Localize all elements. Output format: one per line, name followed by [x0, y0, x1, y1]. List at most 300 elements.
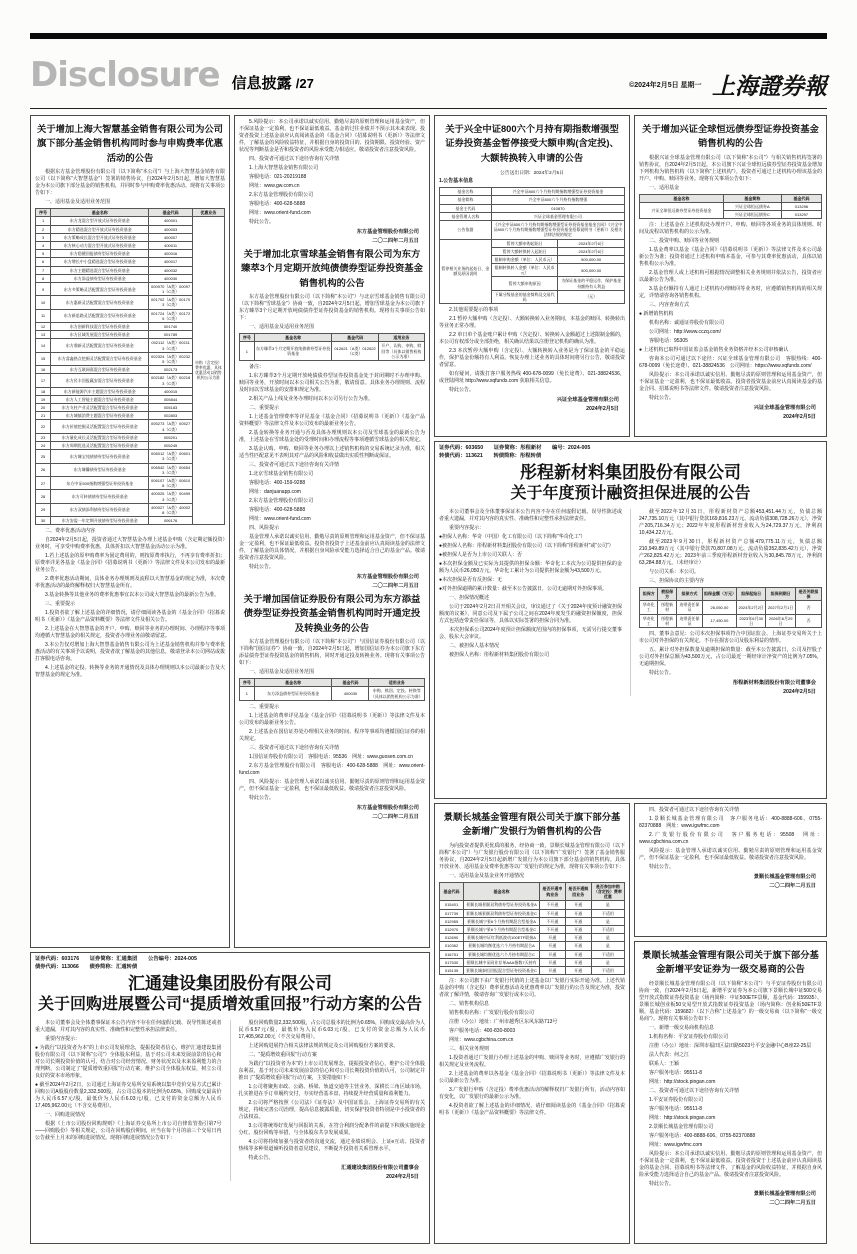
table-cell: 19 [36, 395, 51, 403]
paragraph: 四、董事会意见：公司本次担保事项符合中国证监会、上海证券交易所关于上市公司对外担保的有关规定，不存在损害公司及股东利益的情形。 [639, 630, 822, 644]
table-cell: 005201 [149, 433, 192, 441]
table-cell: 东方核心动力混合型开放式证券投资基金 [51, 241, 149, 249]
table-cell: 400015 [149, 387, 192, 395]
signature-company: 东方基金管理股份有限公司 [356, 573, 419, 580]
table-header-cell: 基金名称 [51, 209, 149, 217]
paragraph: 截至2023年9月30日，彤程新材资产总额479,775.11万元，负债总额210,949.89万元（其中银行贷款70,807.08万元、流动负债352,835.42万元），净资产262,825.42万元；2023年前三季度彤程新材营业收入为30,845.78万元，净利润63,284.88万元。（未经审计） [639, 538, 822, 566]
paragraph: 3.基金转换等其他业务的费率优惠事宜以本公司或大智慧基金的最新公告为准。 [45, 592, 220, 599]
paragraph: 一、担保情况概述 [449, 594, 490, 601]
paragraph: ●本次担保金额及已实际为其提供的担保余额：华奇化工本次为公司提供担保的金额为人民币26,050万元，华奇化工累计为公司提供担保金额为43,500万元。 [439, 560, 622, 574]
table-cell: 是 [591, 958, 624, 966]
security-code-line-1: 证券代码：603650 证券简称：彤程新材 编号：2024-005 [439, 445, 591, 451]
paragraph: 与公司关系：本公司。 [649, 568, 700, 575]
table-cell: 28 [36, 490, 51, 503]
table-header-cell: 适用业务 [369, 679, 425, 687]
paragraph: 网址：www.orient-fund.com [249, 210, 311, 216]
table-cell: 东方区域发展混合型证券投资基金 [51, 331, 149, 339]
table-cell: 15 [36, 352, 51, 365]
table-cell: 8 [36, 274, 51, 282]
table-header-cell: 担保起始日 [736, 587, 766, 600]
article-headline: 关于增加北京雪球基金销售有限公司为东方臻萃3个月定期开放纯债债券型证券投资基金销售机构的公告 [241, 249, 423, 288]
paragraph: 2.基金转换等业务开通与否及具体办理规则以本公司及雪球基金的最新公告为准，上述基金在雪球基金处的受理时间和办理流程等事项遵循雪球基金的相关规定。 [239, 429, 425, 443]
paragraph: 基金管理人承诺以诚实信用、勤勉尽责的原则管理和运用基金资产，但不保证基金一定盈利，也不保证最低收益。投资者投资于上述基金前应认真阅读基金的法律文件，了解基金的具体情况，并根据自身风险承受能力选择适合自己的基金产品。敬请投资者注意投资风险。 [239, 533, 425, 561]
article-body [439, 978, 625, 1117]
table-cell: 400011 [149, 241, 192, 249]
table-cell: 22 [36, 420, 51, 433]
table-cell: 开通 [565, 909, 591, 917]
table-row [240, 334, 425, 342]
article-intro [239, 639, 425, 676]
paragraph: 特此公告。 [649, 669, 675, 676]
table-cell: 400001 [149, 217, 192, 225]
table-cell: 兴全中证800六个月持有指数增强 [491, 196, 624, 204]
signature-company: 兴证全球基金管理有限公司 [753, 405, 816, 412]
table-cell: 400030 [332, 687, 369, 700]
signature-company: 汇通建设集团股份有限公司董事会 [341, 1164, 419, 1171]
paragraph: 注：上述基金在上述机构处办理开户、申购、赎回等各项业务的具体规则、时间及流程以销售机构的公示为准。 [639, 222, 822, 236]
paragraph: 三、担保协议的主要内容 [649, 577, 705, 584]
announcement-date: 公告送出日期：2024年2月5日 [500, 171, 564, 177]
paragraph: ● 为践行“以投资者为本”的上市公司发展理念，提振投资者信心，维护汇通建设集团股份有限公司（以下简称“公司”）全体股东利益，基于对公司未来发展前景的信心和对公司长期投资价值的认可，结合对公司经营情况、财务状况以及未来盈利能力的合理判断，公司制定了“提质增效重回报”行动方案，维护公司全体股东权益，树立公司良好的资本市场形象。 [35, 1044, 222, 1079]
article-body [439, 307, 625, 394]
paragraph: ●被担保人名称：彤程新材料集团股份有限公司（以下简称“彤程新材”或“公司”） [439, 542, 614, 549]
table-cell: 11 [36, 309, 51, 322]
paragraph: 3.广发银行申购（含定投）费率优惠活动的解释权归广发银行所有，活动内容如有变化，以广发银行的最新公示为准。 [439, 1087, 625, 1101]
table-cell: 景顺长城宁景6个月持有期混合型基金A [464, 917, 540, 925]
section-heading: 1.公告基本信息 [439, 178, 474, 185]
table-cell: 东方新思路灵活配置混合型证券投资基金 [51, 309, 149, 322]
table-header-cell: 基金代码 [332, 679, 369, 687]
paragraph: 网址：www.gw.com.cn [249, 183, 300, 189]
table-header-cell: 基金代码 [149, 209, 192, 217]
table-cell: 2 [36, 225, 51, 233]
paragraph: 二、投资者可通过以下途径咨询有关详情 [649, 1087, 740, 1094]
table-row [640, 203, 822, 211]
table-cell: 001702（A类）001703（C类） [149, 296, 192, 309]
table-cell: 景顺长城中证红利低波动100ETF联接A [464, 934, 540, 942]
paragraph: 1.机构名称：平安证券股份有限公司 [649, 1033, 729, 1040]
table-cell: 东方臻馨债券型证券投资基金 [51, 463, 149, 476]
guarantee-table [639, 587, 822, 628]
paragraph: ●对外担保逾期的累计数量：截至本公告披露日，公司无逾期对外担保事项。 [439, 585, 608, 592]
table-cell: 不适用 [591, 966, 624, 974]
paragraph: 一、适用基金及适用业务范围 [45, 199, 111, 206]
table-cell: 暂停大额申购原因 [491, 277, 558, 290]
table-header-cell: 是否开通申购业务 [539, 882, 565, 901]
table-cell: 基金管理人名称 [440, 212, 492, 220]
article-jingshun-gf-continuation [634, 803, 827, 937]
table-cell: 东方添益债券型证券投资基金 [254, 687, 332, 700]
table-cell: 是 [591, 934, 624, 942]
table-cell: 东方民丰回报赢安混合型证券投资基金 [51, 374, 149, 387]
right-column-text [639, 509, 822, 585]
table-cell: 015135 [440, 966, 464, 974]
table-cell: （无） [558, 290, 625, 303]
table-cell: 东方龙混合型开放式证券投资基金 [51, 217, 149, 225]
table-row [640, 601, 822, 614]
table-row [36, 209, 225, 217]
table-header-cell: 基金名称 [464, 882, 540, 901]
paragraph: 3.基金认购、申购、赎回等业务办理以上述销售机构的交易系统记录为准，相关适当性匹配意见不表明其对产品的风险和收益做出实质性判断或保证。 [239, 445, 425, 459]
table-cell: 东方双债添利债券型证券投资基金 [51, 503, 149, 516]
table-cell: 400032 [149, 266, 192, 274]
paragraph: 本公司董事会及全体董事保证本公告内容不存在任何虚假记载、误导性陈述或者重大遗漏，并对其内容的真实性、准确性和完整性承担法律责任。 [35, 1019, 222, 1033]
paragraph: 东方基金管理股份有限公司（以下简称“本公司”）与北京雪球基金销售有限公司（以下简称“雪球基金”）协商一致，自2024年2月5日起，增加雪球基金为本公司旗下东方臻萃3个月定期开放纯债债券型证券投资基金的销售机构。现将有关事项公告如下： [239, 294, 425, 322]
table-row [440, 966, 625, 974]
paragraph: 本公司董事会及全体董事保证本公告内容不存在任何虚假记载、误导性陈述或者重大遗漏，并对其内容的真实性、准确性和完整性承担法律责任。 [439, 508, 622, 522]
table-row [440, 239, 625, 247]
paragraph: 1.国信证券股份有限公司 客服电话：95536 网址：www.guosen.com.cn [249, 753, 413, 760]
two-column-body [35, 1020, 425, 1181]
paragraph: 三、投资者可通过以下途径咨询有关详情 [249, 461, 340, 468]
table-cell: 东方策略成长混合型开放式证券投资基金 [51, 233, 149, 241]
paragraph: 二、“提质增效重回报”行动方案 [248, 1051, 317, 1058]
table-cell: 400027（A类）400028（C类） [149, 503, 192, 516]
paragraph: 3.本公告仅对增加上海大智慧基金销售有限公司为上述基金销售机构并参与费率优惠活动的有关事项予以说明，投资者欲了解基金的其他信息，敬请登录本公司网站或拨打客服电话咨询。 [35, 642, 226, 663]
table-cell: 连带责任保证 [676, 601, 702, 614]
table-cell: 兴全中证800六个月持有期指数增强型证券投资基金 [491, 188, 624, 196]
paragraph: 3.基金份额持有人通过上述机构办理赎回等业务时，应遵循销售机构的相关规定，详情请咨询各销售机构。 [639, 286, 822, 300]
table-cell: 006012（A类）006013（C类） [149, 450, 192, 463]
table-cell: 开户、认购、申购、赎回等（具体以销售机构公示为准） [378, 342, 424, 361]
table-cell: 东方互联网嘉混合型证券投资基金 [51, 366, 149, 374]
paragraph: 2.上述基金的费率以各基金《基金合同》《招募说明书（更新）》等法律文件及本公司最新公告为准。 [439, 1071, 625, 1085]
paragraph: 客服电话：400-628-5888 [249, 201, 306, 207]
fund-table [639, 194, 822, 220]
table-cell: 001789 [149, 331, 192, 339]
table-cell: 017530 [440, 958, 464, 966]
paragraph: 四、风险提示：基金管理人承诺以诚实信用、勤勉尽责的原则管理和运用基金资产，但不保证基金一定盈利，也不保证最低收益。敬请投资者注意投资风险。 [239, 778, 425, 792]
table-cell: 30 [36, 517, 51, 525]
table-cell: 开通 [539, 934, 565, 942]
paragraph: 特此公告。 [249, 563, 275, 570]
table-cell: 彤程新材 [658, 614, 676, 627]
table-cell: 002324（A类）002325（C类） [149, 352, 192, 365]
table-cell: 20 [36, 404, 51, 412]
paragraph: 客服电话：021-20219188 [249, 174, 307, 180]
table-header-cell: 担保方 [640, 587, 658, 600]
table-cell: 1 [240, 687, 255, 700]
article-headline: 关于增加上海大智慧基金销售有限公司为公司旗下部分基金销售机构同时参与申购费率优惠活动的公告 [37, 124, 223, 163]
paragraph: 4.上述基金的定投、转换等业务的开通情况及具体办理规则以本公司最新公告及大智慧基金的规定为准。 [35, 665, 225, 679]
table-cell: 是 [591, 917, 624, 925]
table-cell: 景顺长城景颐双利债券型证券投资基金A [464, 901, 540, 909]
paragraph: 1.公司将聚焦市政、公路、桥梁、轨道交通等主营业务，深耕长三角区域市场，扎实推进在手订单履约交付，夯实经营基本盘，持续提升经营质量和盈利能力。 [238, 1083, 425, 1097]
table-cell: 开通 [565, 958, 591, 966]
table-header-cell: 序号 [240, 679, 255, 687]
paragraph: 法人代表：何之江 [649, 1051, 690, 1058]
paragraph: 2.东方基金管理股份有限公司 [249, 497, 314, 504]
table-cell: 兴证全球恒远债券C [723, 211, 781, 219]
table-row [440, 909, 625, 917]
paragraph: 四、投资者可通过以下途径咨询有关详情 [649, 807, 740, 813]
article-hengyuan [634, 115, 827, 437]
table-cell: 限制转换转入金额（单位：人民币元） [491, 264, 558, 277]
table-cell: 017739 [440, 909, 464, 917]
paragraph: 销售机构名称：广发银行股份有限公司 [449, 1010, 535, 1017]
paragraph: 1.上述基金管理费率等详见基金《基金合同》《招募说明书（更新）》《基金产品资料概要》等法律文件及本公司发布的最新业务公告。 [239, 413, 425, 427]
table-cell: 东方城镇消费主题混合型证券投资基金 [51, 412, 149, 420]
table-cell: 开通 [539, 958, 565, 966]
signature-company: 兴证全球基金管理有限公司 [556, 397, 619, 404]
table-cell: 彤程新材 [658, 601, 676, 614]
company-name-title: 彤程新材料集团股份有限公司 [520, 462, 741, 482]
table-cell: 东方量化成长灵活配置混合型证券投资基金 [51, 433, 149, 441]
paragraph: 1.东方臻萃3个月定期开放纯债债券型证券投资基金处于封闭期时不办理申购、赎回等业务，开放时间以本公司相关公告为准，敬请留意。具体业务办理规则、流程及时间以雪球基金的安排和规定为准。 [239, 372, 425, 393]
table-cell: 001740 [149, 323, 192, 331]
table-cell: 景顺长城宁景6个月持有期混合型基金C [464, 925, 540, 933]
table-header-cell: 序号 [36, 209, 51, 217]
table-cell: 否 [795, 614, 821, 627]
table-header-cell: 是否开通赎回业务 [565, 882, 591, 901]
table-cell: 开通 [565, 942, 591, 950]
paragraph: 1.北京雪球基金销售有限公司 [249, 470, 314, 477]
table-header-cell: 被担保方 [658, 587, 676, 600]
table-cell: 13 [36, 331, 51, 339]
paragraph: ●本次担保是否有反担保：无 [439, 576, 503, 583]
publication-date: ©2024年2月5日 星期一 [629, 81, 702, 89]
table-cell: 开通 [539, 942, 565, 950]
table-row [440, 950, 625, 958]
table-cell: 开通 [565, 925, 591, 933]
company-name-title: 汇通建设集团股份有限公司 [128, 973, 332, 993]
table-cell: 1 [240, 342, 255, 361]
article-jingshun-gf [434, 803, 630, 1244]
table-row [440, 196, 625, 204]
table-cell: 东方多策略灵活配置混合型证券投资基金 [51, 282, 149, 295]
paragraph: 四、风险提示 [249, 524, 280, 531]
table-cell: 开通 [565, 966, 591, 974]
table-cell: 005183 [149, 404, 192, 412]
table-cell: 连带责任保证 [676, 614, 702, 627]
paragraph: 1.上述基金的费率详见基金《基金合同》《招募说明书（更新）》等法律文件及本公司发布的最新业务公告。 [239, 712, 425, 726]
paragraph: 1.景顺长城基金管理有限公司 客户服务电话：400-8888-606、0755-82370888 网址：www.igwfmc.com [639, 816, 822, 829]
article-body [639, 981, 822, 1188]
table-header-cell: 担保方式 [676, 587, 702, 600]
signature-company: 景顺长城基金管理有限公司 [753, 874, 816, 880]
paragraph: 网址：http://stock.pingan.com [649, 1078, 716, 1085]
signature-company: 景顺长城基金管理有限公司 [753, 1190, 816, 1197]
table-cell: 开通 [539, 950, 565, 958]
table-cell: 申购（含定投）费率优惠，具体优惠活动以销售机构公示为准 [192, 217, 224, 525]
table-row [440, 188, 625, 196]
table-cell: 申购、赎回、定投、转换等（具体以销售机构公示为准） [370, 688, 423, 699]
table-cell: 010870 [491, 204, 624, 212]
paragraph: 根据兴证全球基金管理有限公司（以下简称“本公司”）与相关销售机构签署的销售协议，自2024年2月5日起，本公司旗下兴证全球恒远债券型证券投资基金增加下列机构为销售机构（以下简称“上述机构”），投资者可通过上述机构办理该基金的开户、申购、赎回等业务。现将有关事项公告如下： [639, 154, 822, 182]
article-headline: 景顺长城基金管理有限公司关于旗下部分基金新增广发银行为销售机构的公告 [443, 812, 621, 837]
table-cell: 3 [36, 233, 51, 241]
paragraph: 1.上海大智慧基金销售有限公司 [249, 165, 319, 171]
table-cell: 是 [591, 901, 624, 909]
table-row [240, 687, 425, 700]
table-cell: 015401 [440, 901, 464, 909]
article-body [639, 807, 822, 871]
paragraph: 根据东方基金管理股份有限公司（以下简称“本公司”）与上海大智慧基金销售有限公司（以下简称“大智慧基金”）签署的销售协议，自2024年2月5日起，增加大智慧基金为本公司旗下部分基金的销售机构，并同时参与申购费率优惠活动。现将有关事项公告如下： [35, 169, 226, 197]
paragraph: 自2024年2月5日起，投资者通过大智慧基金办理上述基金申购（含定期定额投资）业务时，可享受申购费率优惠，具体折扣以大智慧基金活动公示为准。 [35, 537, 225, 551]
table-cell: 016751 [440, 950, 464, 958]
paragraph: 重要内容提示： [449, 524, 485, 531]
table-cell: 29 [36, 503, 51, 516]
security-code-line-1: 证券代码：603176 证券简称：汇通集团 公告编号：2024-005 [35, 956, 197, 962]
table-cell: 5 [36, 250, 51, 258]
top-black-bar [30, 33, 827, 39]
table-cell: 6 [36, 258, 51, 266]
table-row [240, 342, 425, 361]
table-cell: 基金名称 [440, 188, 492, 196]
header-right [629, 68, 827, 101]
article-headline: 关于兴全中证800六个月持有期指数增强型证券投资基金暂停接受大额申购(含定投)、大额转换转入申请的公告 [445, 124, 619, 163]
table-cell: 005844 [149, 395, 192, 403]
paragraph: 客户服务电话：400-830-8003 [449, 1028, 516, 1035]
column-b [234, 115, 430, 948]
section-title-text: 信息披露 [231, 75, 292, 92]
paragraph: 三、相关业务规则 [449, 1046, 490, 1053]
table-row [440, 882, 625, 901]
table-cell: 013297 [781, 211, 821, 219]
paragraph: 1.投资者欲了解上述基金的详细情况，请仔细阅读各基金的《基金合同》《招募说明书（更新）》《基金产品资料概要》等法律文件及相关公告。 [35, 610, 225, 624]
paragraph: 截至2022年12月31日，彤程新材资产总额453,451.44万元，负债总额247,735.10万元（其中银行贷款169,816.23万元、流动负债308,728.26万元），净资产205,716.34万元；2022年年度彤程新材营业收入为24,729.37万元，净利润10,434.22万元。 [639, 508, 822, 536]
paragraph: 客服电话：400-628-5888 [249, 506, 306, 513]
page-header [30, 44, 827, 106]
table-header-cell: 基金代码 [332, 334, 378, 342]
paragraph: 一、适用基金 [649, 184, 680, 191]
paragraph: 一、新增一级交易商机构信息 [649, 1024, 715, 1031]
table-row [640, 194, 822, 202]
right-column [639, 509, 822, 696]
paragraph: 2.上述基金在大智慧基金的开户、申购、赎回等业务的办理时间、办理程序等事项均遵循大智慧基金的相关规定，投资者办理业务前敬请留意。 [35, 626, 225, 640]
signature-date: 2024年2月5日 [586, 406, 619, 413]
article-body [35, 528, 225, 679]
table-cell: 21 [36, 412, 51, 420]
article-body [639, 222, 822, 402]
article-huitong [30, 952, 430, 1244]
paragraph: 上述回购进展符合相关法律法规的规定及公司回购股份方案的要求。 [248, 1042, 399, 1049]
table-row [640, 614, 822, 627]
table-cell: 东方价值挖掘灵活配置混合型证券投资基金 [51, 420, 149, 433]
table-cell: 景顺长城均衡优选六个月持有期混合C [464, 950, 540, 958]
table-row [440, 204, 625, 212]
table-cell: 002112（A类）002113（C类） [149, 339, 192, 352]
table-cell: 暂停相关业务的起始日、金额及原因说明 [440, 239, 492, 304]
paragraph: 一、适用基金及适用业务范围 [249, 669, 315, 676]
table-cell: 006107（A类）006108（C类） [149, 476, 192, 489]
right-column-text [239, 1020, 426, 1162]
announcement-title: 关于回购进展暨公司“提质增效重回报”行动方案的公告 [37, 995, 422, 1013]
paragraph: 三、内容查询方式 [649, 302, 690, 309]
signature-date: 2024年2月5日 [783, 414, 816, 421]
table-cell: 9 [36, 282, 51, 295]
paragraph: 2.费率优惠活动期间，具体业务办理规则及流程以大智慧基金的规定为准，本次费率优惠活动的最终解释权归大智慧基金所有。 [35, 576, 225, 590]
paragraph: 如有疑问，请拨打客户服务热线 400-678-0099（免长途费）、021-38824536，或登陆网址 http://www.xqfunds.com 获取相关信息。 [439, 371, 625, 385]
table-cell: 400016 [149, 250, 192, 258]
fund-table [239, 333, 425, 361]
paragraph: 2.东方基金管理股份有限公司 客服电话：400-628-5888 网址：www.orient-fund.com [239, 762, 425, 776]
paragraph: 2.1 暂停大额申购（含定投）、大额转换转入业务期间，本基金的赎回、转换转出等业务正常办理。 [439, 316, 625, 330]
paragraph: 二、销售机构信息 [449, 1001, 490, 1008]
paragraph: 备注： [249, 363, 265, 370]
paragraph: 3.公司将统筹好发展与回报的关系，在符合利润分配条件的前提下积极实施现金分红、股份回购等举措，与全体股东共享发展成果。 [238, 1122, 425, 1136]
table-header-cell: 基金代码 [781, 194, 821, 202]
table-cell: 24 [36, 442, 51, 450]
table-cell: 010362 [440, 942, 464, 950]
two-column-body [439, 509, 822, 696]
table-cell: 12 [36, 323, 51, 331]
table-cell: 400017 [149, 258, 192, 266]
table-cell: 华奇化工 [640, 601, 658, 614]
paragraph: 2.东方基金管理股份有限公司 [249, 192, 314, 198]
table-cell: 下属分级基金的基金简称及交易代码 [491, 290, 558, 303]
paragraph: 风险提示：本公司承诺以诚实信用、勤勉尽责的原则管理和运用基金资产，但不保证基金一定盈利，也不保证最低收益。投资者投资于上述基金前应认真阅读基金的基金合同、招募说明书等法律文件，了解基金的风险收益特征，并根据自身风险承受能力选择适合自己的基金产品。敬请投资者注意投资风险。 [639, 1150, 822, 1178]
table-cell: 基金简称 [440, 196, 492, 204]
table-cell: 14 [36, 339, 51, 352]
paragraph: 客户服务电话：95511-8 [649, 1105, 702, 1112]
article-intro [639, 155, 822, 192]
table-cell: 002803 [149, 412, 192, 420]
paragraph: 2.基金管理人或上述机构可根据情况调整相关业务规则并依法公告，投资者应以最新公告为准。 [639, 270, 822, 284]
table-cell: 2026年6月29日 [766, 614, 796, 627]
paragraph: 1.若上述基金的原申购费率为固定费用的，则按原费率执行，不再享有费率折扣；原费率详见各基金《基金合同》《招募说明书（更新）》等法律文件及本公司发布的最新业务公告。 [35, 553, 226, 574]
table-cell: 16 [36, 366, 51, 374]
table-cell: 开通 [539, 966, 565, 974]
table-cell: 暂停大额转换转入起始日 [491, 247, 558, 255]
paragraph: 二、重要提示 [249, 404, 280, 411]
paragraph: 二、费率优惠活动内容 [45, 528, 96, 535]
table-cell: 开通 [565, 901, 591, 909]
table-cell: 东方支柱产业灵活配置混合型证券投资基金 [51, 404, 149, 412]
table-cell: 基金主代码 [440, 204, 492, 212]
paragraph: 三、重要提示 [45, 601, 76, 608]
paragraph: 为践行“以投资者为本”的上市公司发展理念，提振投资者信心，维护公司全体股东利益，基于对公司未来发展前景的信心和对公司长期投资价值的认可，公司制定并推出了“提质增效重回报”行动方案，主要措施如下： [238, 1060, 425, 1081]
paragraph: 5.风险提示：本公司承诺以诚实信用、勤勉尽责的原则管理和运用基金资产，但不保证基金一定盈利，也不保证最低收益。基金的过往业绩并不预示其未来表现。投资者投资上述基金前应认真阅读基金的《基金合同》《招募说明书（更新）》等法律文件，了解基金的风险收益特征，并根据自身的投资目的、投资期限、投资经验、资产状况等判断基金是否和投资者的风险承受能力相适应。敬请投资者注意投资风险。 [239, 119, 425, 153]
paragraph: 一、回购进展情况 [45, 1111, 86, 1118]
column-divider [630, 509, 631, 696]
table-header-cell: 基金名称 [254, 679, 332, 687]
paragraph: 注册（办公）地址：深圳市福田区益田路5023号平安金融中心B座22-25层 [649, 1042, 812, 1049]
paragraph: 风险提示：本公司承诺以诚实信用、勤勉尽责的原则管理和运用基金资产，但不保证基金一定盈利，也不保证最低收益。投资者投资基金前应认真阅读基金的基金合同、招募说明书等法律文件。敬请投资者注意投资风险。 [639, 372, 822, 393]
table-cell: 002182（A类）002183（C类） [149, 374, 192, 387]
paragraph: 客服电话：400-159-9288 [249, 479, 306, 486]
table-cell: 东方添益债券型证券投资基金 [51, 274, 149, 282]
paragraph: 客户服务电话：95511-8 [649, 1069, 702, 1076]
table-cell: 2024年2月2日 [736, 601, 766, 614]
paragraph: 联系人：王颖 [649, 1060, 680, 1067]
table-cell: 006542（A类）006543（C类） [149, 463, 192, 476]
fund-table [239, 678, 425, 701]
article-intro [35, 169, 225, 206]
table-header-cell: 基金简称 [723, 194, 781, 202]
table-cell: 23 [36, 433, 51, 441]
table-cell: 500,000.00 [558, 264, 625, 277]
table-cell: 东方安盈一年定期开放债券型证券投资基金 [51, 517, 149, 525]
table-cell: 景顺长城景颐双利债券型证券投资基金C [464, 909, 540, 917]
table-row [440, 901, 625, 909]
table-header-cell: 是否参加申购（含定投）费率优惠 [591, 882, 624, 901]
table-cell: 东方主题精选混合型证券投资基金 [51, 266, 149, 274]
signature-company: 彤程新材料集团股份有限公司董事会 [732, 679, 816, 686]
paragraph: 特此公告。 [248, 1154, 274, 1161]
table-cell: 东方创新科技混合型证券投资基金 [51, 323, 149, 331]
paragraph: 二、被担保人基本情况 [449, 642, 500, 649]
table-cell: 26,050.00 [702, 601, 736, 614]
fund-table [35, 208, 225, 525]
right-column [239, 1020, 426, 1181]
paragraph: 特此公告。 [249, 794, 275, 801]
table-cell: 2024年2月6日 [558, 247, 625, 255]
table-cell: 400003 [149, 225, 192, 233]
table-cell: 东方臻宝纯债债券型证券投资基金 [51, 450, 149, 463]
table-cell: 18 [36, 387, 51, 395]
table-header-cell: 序号 [240, 334, 255, 342]
